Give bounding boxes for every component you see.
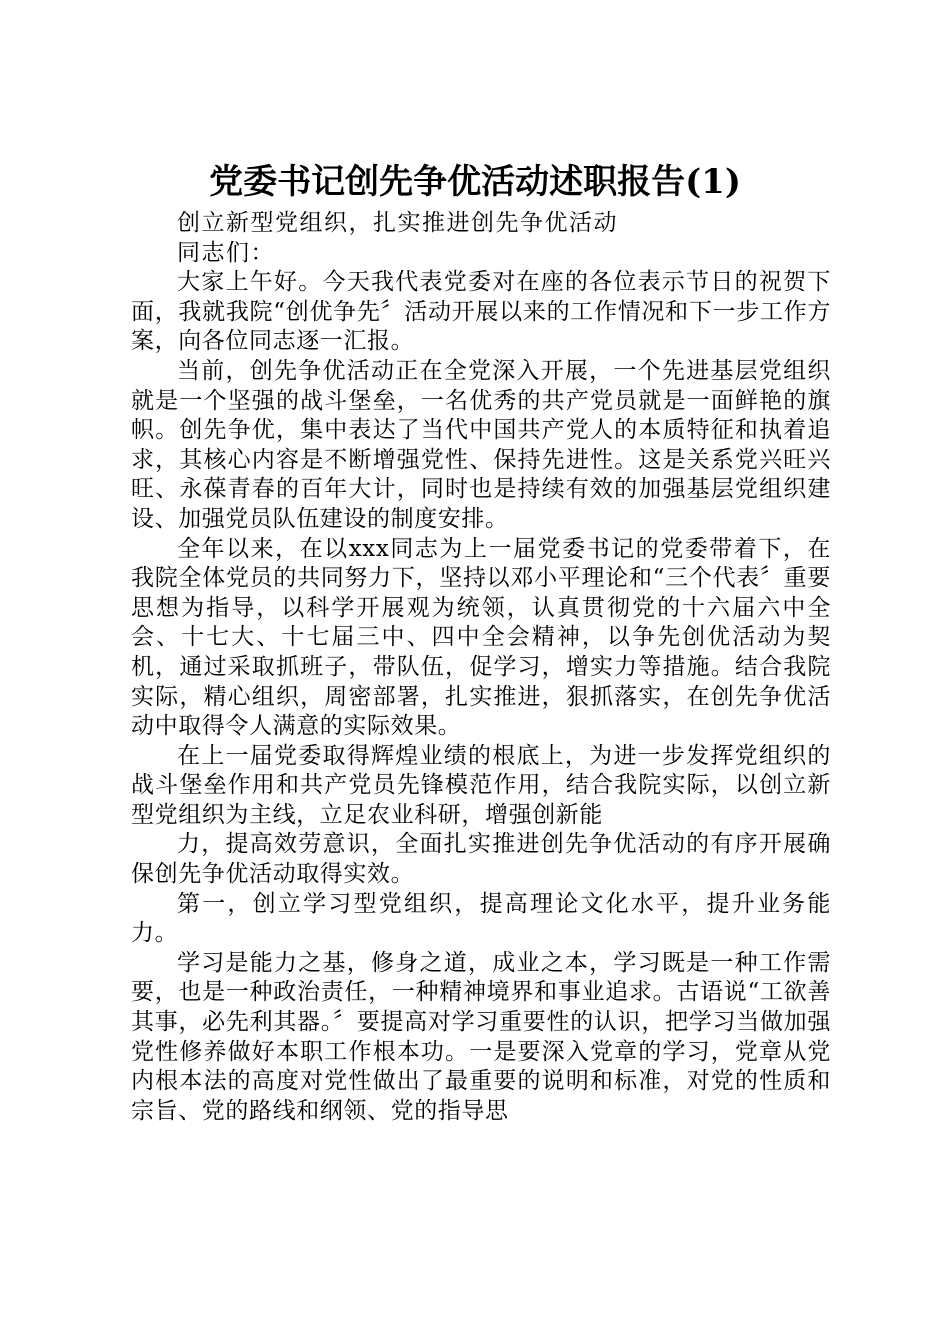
subtitle-paragraph: 创立新型党组织，扎实推进创先争优活动 (177, 210, 618, 236)
section-heading-paragraph: 第一，创立学习型党组织，提高理论文化水平，提升业务能力。 (131, 890, 831, 947)
document-body (131, 209, 831, 1126)
document-title: 党委书记创先争优活动述职报告(1) (209, 162, 741, 202)
body-paragraph: 力，提高效劳意识，全面扎实推进创先争优活动的有序开展确保创先争优活动取得实效。 (131, 831, 831, 888)
body-paragraph: 在上一届党委取得辉煌业绩的根底上，为进一步发挥党组织的战斗堡垒作用和共产党员先锋模范作用，结合我院实际，以创立新型党组织为主线，立足农业科研，增强创新能 (131, 742, 831, 828)
body-paragraph: 当前，创先争优活动正在全党深入开展，一个先进基层党组织就是一个坚强的战斗堡垒，一名优秀的共产党员就是一面鲜艳的旗帜。创先争优，集中表达了当代中国共产党人的本质特征和执着追求，其核心内容是不断增强党性、保持先进性。这是关系党兴旺兴旺、永葆青春的百年大计，同时也是持续有效的加强基层党组织建设、加强党员队伍建设的制度安排。 (131, 357, 831, 532)
body-paragraph: 大家上午好。今天我代表党委对在座的各位表示节日的祝贺下面，我就我院“创优争先〞活动开展以来的工作情况和下一步工作方案，向各位同志逐一汇报。 (131, 269, 831, 355)
body-paragraph: 学习是能力之基，修身之道，成业之本，学习既是一种工作需要，也是一种政治责任，一种精神境界和事业追求。古语说“工欲善其事，必先利其器。〞要提高对学习重要性的认识，把学习当做加强党性修养做好本职工作根本功。一是要深入党章的学习，党章从党内根本法的高度对党性做出了最重要的说明和标准，对党的性质和宗旨、党的路线和纲领、党的指导思 (131, 949, 831, 1124)
salutation-paragraph: 同志们： (177, 239, 275, 266)
body-paragraph: 全年以来，在以xxx同志为上一届党委书记的党委带着下，在我院全体党员的共同努力下，坚持以邓小平理论和“三个代表〞重要思想为指导，以科学开展观为统领，认真贯彻党的十六届六中全会、十七大、十七届三中、四中全会精神，以争先创优活动为契机，通过采取抓班子，带队伍，促学习，增实力等措施。结合我院实际，精心组织，周密部署，扎实推进，狠抓落实，在创先争优活动中取得令人满意的实际效果。 (131, 535, 831, 740)
